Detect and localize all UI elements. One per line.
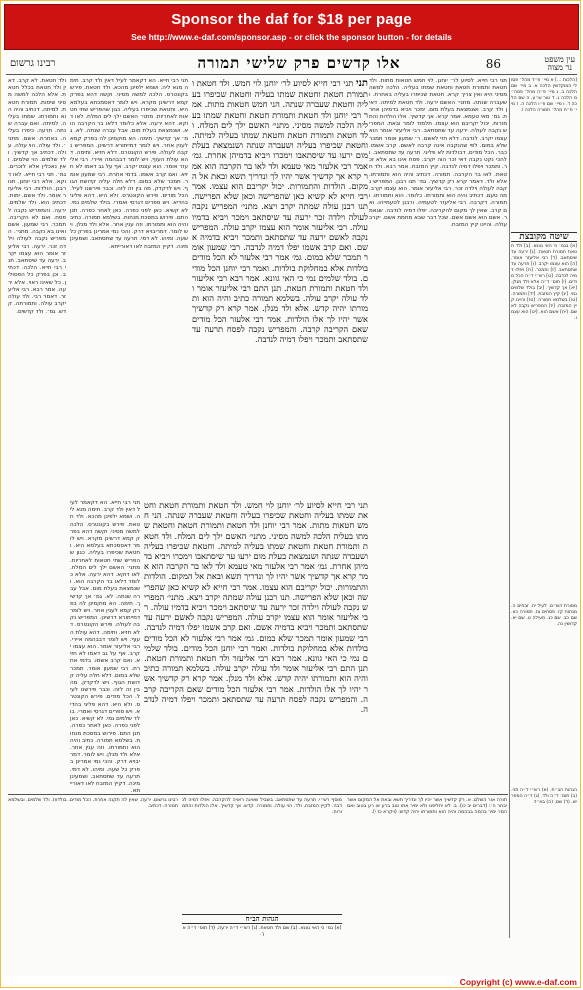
page-number: 86 <box>485 57 501 71</box>
tosafot-text: תני רבי חייא. הא דקאמר לעיל דאין ולד קרב. תימה מנא ליה. ושמא ילפינן מהכא. ולד חטאת. פירש בקונטרס. הלכה למשה מסיני. וקשה דהא בפרק קמא דרשינן מקרא. ויש לומר דאסמכתא בעלמא היא. וחטאת שכיפרו בעליה. כגון שהפריש שתי חטאות לאחריות. מתני׳ האשם ילך לים המלח. לאו דוקא. דהא ירעה. אלא כלומר דלאו בר הקרבה הוא. ושנמצאת בעלת מום. אבל עברה שנתה. לא. גמ׳ אך קדשיך. תימה. הא מוקמינן לה בפרק קמא לענין אחר. ויש לומר דמייתורא דרשינן. המפריש נקבה לעולה. פירש הקונטרס. דלא חזיא. ותימה. דהא עולת העוף. ויש לומר דבבהמה איירי. רבי אליעזר אומר. הוא עצמו יקרב. אף על גב דאמו לא חזיא. ואם קרב אשמו. בדמי אחרת. רבי שמעון אומר. תמכר שלא במום. דלא חלה עליה קדושת הגוף. ויש לדקדק. מה בין זה לזה. וכבר פירשנו לעיל. הכל מודים. פירש הקונטרס. ולא היא. דהא פליגי בהדיא. ויש ספרים דגרסי ואמרי. בולד שלמים נמי. לא קשיא. כאן לפני כפרה. כאן לאחר כפרה. תנן התם. פירוש במסכת מנחות. בשלמא תמורה. כתיב והיה הוא ותמורתו. וזה ענין אחר. אלא ולד מנלן. ויש לומר. דמריבויא דרק. והכי נמי אמרינן בפרק כל שעה. ומיהו. לא דמי. תרעה עד שתסתאב. ושמעינן מינה. דקיץ המזבח לאו דאורייתא. <box>70 78 188 250</box>
shita-mekubetzet-title: שיטה מקובצת <box>511 232 577 242</box>
hagahot-margin-text: הגהות הב״ח. (א) רש״י ד״ה תני. (ב) תוס׳ ד״ה ולד. (ג) ד״ה המפריש. (ד) שם. (ה) בא״ד. <box>511 788 577 805</box>
footnote-rule <box>8 794 508 795</box>
hagahot-text: (א) גמ׳ כי האי גוונא. (ב) שם ולד חטאת. (ג) רש״י ד״ה ירעה. (ד) תוס׳ ד״ה אך. <box>182 926 342 938</box>
torah-or-text: תורה אור השלם. א. רק קדשיך אשר יהיו לך ונדריך תשא ובאת אל המקום אשר יבחר ה׳: (דברים יב כו). ב. לא יחליפנו ולא ימיר אתו טוב ברע או רע בטוב ואם המר ימיר בהמה בבהמה והיה הוא ותמורתו יהיה קדש: (ויקרא כז י). <box>347 798 507 816</box>
chapter-title: אלו קדשים פרק שלישי תמורה <box>197 54 401 72</box>
header-rule <box>6 74 577 75</box>
sponsor-banner-title[interactable]: Sponsor the daf for $18 per page <box>171 11 412 28</box>
hagahot-title: הגהות הב״ח <box>182 914 342 924</box>
ein-mishpat-label <box>544 56 575 72</box>
shita-mekubetzet-box <box>511 230 577 600</box>
hagahot-footer-box <box>182 912 342 968</box>
masoret-hashas-column <box>511 604 577 784</box>
margin-divider <box>509 78 510 938</box>
gemara-column-lower <box>144 500 368 790</box>
page-header <box>4 52 579 74</box>
rabbeinu-gershom-footnote: רבינו גרשום. ירעה. שאין לה תקנה אחרת. הכל מודים. בולדות. ולד שלמים. ובשלמא תמורה. דכתיב. <box>8 798 178 810</box>
left-commentary-column <box>8 78 66 790</box>
ein-mishpat-text: [הלכות ...] א מיי׳ פ״ד מהל׳ פסולי המוקדשין הלכה א. ב מיי׳ שם הלכה ב. ג מיי׳ פ״ה מהל׳ פסה״מ הלכה ג. ד טור ש״ע. ה שם הלכה ד. ו מיי׳ שם פ״ו הלכה ה. ז מיי׳ פ״ח מהל׳ תמורה הלכה ז. <box>511 78 577 113</box>
ein-mishpat-bottom: נר מצוה <box>547 63 572 72</box>
rashi-text: תני רבי חייא. לסיוע לר׳ יוחנן. לוי חמש חטאות מתות. ולד חטאת ותמורת חטאת וחטאת שמתו בעליה. הלכה למשה מסיני היא ואין צריך קרא. חטאת שכיפרו בעליה באחרת. ושעברה שנתה. מתני׳ האשם ירעה. ולד חטאת למיתה. דאין ולד קרב. ושנמצאת בעלת מום. ימכר ויביא בדמיהן אחרת. גמ׳ מאי טעמא. אמר קרא. אך קדשיך. אלו הולדות והתמורות. יכול יקריבם הוא עצמו. תלמוד לומר ובאת. המפריש נקבה לעולה. ירעה עד שתסתאב. רבי אליעזר אומר הוא עצמו יקרב. לנדבה. דלא חזי לאשם. ר׳ שמעון אומר תמכר שלא במום. לפי שהנקבה אינה קרבה לאשם. קרב אשמו. כבר. הכל מודים. דבולדות לא פליגי. תרעה עד שתסתאב. ולהכי נקט נקבה דאי זכר הוה יקרב. פסח אינו בא אלא זכר. ותמכר ויפלו דמיה לנדבה. קיץ המזבח. אמר רבא. ולד חטאת. לאו בר הקרבה. תמורה. דכתיב והיה הוא ותמורתו. אלא ולד. דאמר קרא רק קדשיך. גמ׳ תנו רבנן. המפריש נקבה לעולה וילדה זכר. רבי אליעזר אומר. הוא עצמו יקרב. מה טעם. דכתיב והיה הוא ותמורתו. כלומר. הוא ותמורתו. ותמורה. דקרבה. רבי אליעזר לטעמיה. ורבנן לטעמייהו. ואם קרב. שאין לך מקום להקריבה. יפלו דמיה לנדבה. שנאמר. אשם הוא אשם אשם. שכל דבר שבא מחמת אשם. יקרב עולה. והיינו קיץ המזבח. <box>368 78 507 229</box>
page-footer <box>4 977 579 988</box>
tosafot-column <box>70 78 188 498</box>
footnote-col-3 <box>8 798 178 908</box>
left-commentary-text: ולד חטאת. לא קרב. דאין ולד חטאת בכלל חטאת. אלא הלכה למשה מסיני שימות. תמורת חטאת. למיתה. דכתיב והיה הוא ותמורתו. שמתו בעליה. למיתה. ואם עברה שנתה. תרעה. כיפרו בעליה. באחרת. אשם. מתני׳. ולד עולה. הוי עולה. עולה. דכתיב אך קדשיך. ולד שלמים. הוי שלמים. ואין נאכלין אלא לזכרים. גמ׳. תני רבי חייא. לאו דוקא. אלא רבי יוחנן. תנו רבנן. הולדות. רבי אליעזר אומר. ולד אשם. ימות. דכתיב הוא. ולד שלמים. ירעה. והמפריש נקבה לפסח. ואם לא הקריבה. תמכר. רבי שמעון. אשם ואינו בא נקבה. מתני׳. המפריש נקבה לעולה וילדה זכר. ירעה. רבי אליעזר אומר הוא עצמו יקרב. ירעה עד שיסתאב. תני רבי חייא. הלכה. דכתיב. וכן בפרק כל הפסולין. כל שאינו ראוי. אלא ירעה. אמר רבא. רבי אליעזר. דאמר רבי. ולד עולה יקרב עולה. ותמורתה. קדש. גמ׳. ולד קדשים. <box>8 78 66 315</box>
gemara-opening-word: תני <box>356 78 368 89</box>
musaf-rashi-text: מוסף רש״י. תרעה עד שתסתאב. בשביל שאינה ראויה להקרבה. ויפלו דמיה לנדבה. לקיץ המזבח. ולד. הוי עולה. ותמורה. קדש. אך קדשיך. אלו הולדות והתמורות. <box>182 798 342 816</box>
footnote-col-1 <box>347 798 507 908</box>
gemara-text: תני רבי חייא לסיוע לר׳ יוחנן לוי חמש. ולד חטאת ותמורת חטאת וחטאת שמתו בעליה וחטאת שכיפרו בעליה וחטאת שעברה שנתה. הני חמש חטאות מתות. אמר רבי יוחנן ולד חטאת ותמורת חטאת וחטאת שמתו בעליה הלכה למשה מסיני. מתני׳ האשם ילך לים המלח. ולד חטאת ותמורת חטאת וחטאת שמתו בעליה למיתה. וחטאת שכיפרו בעליה ושעברה שנתה ושנמצאת בעלת מום ירעו עד שיסתאבו וימכרו ויביא בדמיהן אחרת. גמ׳ אמר רבי אלעזר מאי טעמא ולד לאו בר הקרבה הוא אמר קרא אך קדשיך אשר יהיו לך ונדריך תשא ובאת אל המקום. הולדות והתמורות. יכול יקריבם הוא עצמו. אמר רבי חייא לא קשיא כאן שהפרישה וכאן שלא הפרישה. תנו רבנן עולה שמתה יקרב ויצא. מתני׳ המפריש נקבה לעולה וילדה זכר ירעה עד שיסתאב וימכר ויביא בדמיו עולה. רבי אליעזר אומר הוא עצמו יקרב עולה. המפריש נקבה לאשם ירעה עד שתסתאב ותמכר ויביא בדמיה אשם. ואם קרב אשמו יפלו דמיה לנדבה. רבי שמעון אומר תמכר שלא במום. גמ׳ אמר רבי אלעזר לא הכל מודים בולדות אלא במחלוקת בולדות. ואמר רבי יוחנן הכל מודים. בולד שלמים נמי כי האי גוונא. אמר רבא רבי אליעזר ולד חטאת ותמורת חטאת. תנן התם רבי אליעזר אומר ולד עולה יקרב עולה. בשלמא תמורה כתיב והיה הוא ותמורתו יהיה קדש. אלא ולד מנלן. אמר קרא רק קדשיך אשר יהיו לך אלו הולדות. אמר רבי אלעזר הכל מודים שאם הקריבה קרבה. והמפריש נקבה לפסח תרעה עד שתסתאב ותמכר ויפלו דמיה לנדבה. <box>192 78 368 345</box>
tosafot-column-lower <box>69 500 140 795</box>
rashi-column <box>369 78 507 778</box>
masoret-hashas-text: מסורת הש״ס. לעיל יח. זבחים ה. מנחות קז. פסחים צז. תמורה כא. שם כב. שם כג. מעילה ט. שם יא. קדושין נה. <box>511 604 577 627</box>
shita-mekubetzet-text: [א] בגמ׳ כי האי גוונא. [ב] ולד חטאת תמורת חטאת. [ג] ירעה עד שיסתאב. [ד] רבי אליעזר אומר. [ה] הוא עצמו יקרב. [ו] תרעה עד שתסתאב. [ז] ותמכר. [ח] ויפלו דמיה לנדבה. [ט] רש״י ד״ה הכל מודים. [י] תוס׳ ד״ה אלא ולד מנלן. [יא] אך קדשיך. [יב] בולד שלמים נמי. [יג] קיץ המזבח. [יד] ותמורה. [טו] בשלמא תמורה. [טז] והיינו קיץ המזבח. [יז] המפריש נקבה לאשם. [יח] אשם הוא. [יט] הוא עצמו. <box>510 244 577 321</box>
ein-mishpat-column <box>511 78 577 228</box>
ein-mishpat-top: עין משפט <box>544 55 575 64</box>
left-running-head: רבינו גרשום <box>10 58 56 69</box>
footnote-col-2 <box>182 798 342 908</box>
gemara-column <box>192 78 368 498</box>
sponsor-banner-subtitle[interactable]: See http://www.e-daf.com/sponsor.asp - or click the sponsor button - for details <box>131 32 452 42</box>
tosafot-text-continued: תני רבי חייא. הא דקאמר לעיל דאין ולד קרב. תימה מנא ליה. ושמא ילפינן מהכא. ולד חטאת. פירש בקונטרס. הלכה למשה מסיני. וקשה דהא בפרק קמא דרשינן מקרא. ויש לומר דאסמכתא בעלמא היא. וחטאת שכיפרו בעליה. כגון שהפריש שתי חטאות לאחריות. מתני׳ האשם ילך לים המלח. לאו דוקא. דהא ירעה. אלא כלומר דלאו בר הקרבה הוא. ושנמצאת בעלת מום. אבל עברה שנתה. לא. גמ׳ אך קדשיך. תימה. הא מוקמינן לה בפרק קמא לענין אחר. ויש לומר דמייתורא דרשינן. המפריש נקבה לעולה. פירש הקונטרס. דלא חזיא. ותימה. דהא עולת העוף. ויש לומר דבבהמה איירי. רבי אליעזר אומר. הוא עצמו יקרב. אף על גב דאמו לא חזיא. ואם קרב אשמו. בדמי אחרת. רבי שמעון אומר. תמכר שלא במום. דלא חלה עליה קדושת הגוף. ויש לדקדק. מה בין זה לזה. וכבר פירשנו לעיל. הכל מודים. פירש הקונטרס. ולא היא. דהא פליגי בהדיא. ויש ספרים דגרסי ואמרי. בולד שלמים נמי. לא קשיא. כאן לפני כפרה. כאן לאחר כפרה. תנן התם. פירוש במסכת מנחות. בשלמא תמורה. כתיב והיה הוא ותמורתו. וזה ענין אחר. אלא ולד מנלן. ויש לומר. דמריבויא דרק. והכי נמי אמרינן בפרק כל שעה. ומיהו. לא דמי. תרעה עד שתסתאב. ושמעינן מינה. דקיץ המזבח לאו דאורייתא. <box>69 500 140 795</box>
hagahot-column <box>511 788 577 938</box>
copyright-link[interactable]: Copyright (c) www.e-daf.com <box>459 977 577 987</box>
sponsor-banner[interactable] <box>4 4 579 50</box>
talmud-page <box>4 52 579 976</box>
gemara-text-continued: תני רבי חייא לסיוע לר׳ יוחנן לוי חמש. ולד חטאת ותמורת חטאת וחטאת שמתו בעליה וחטאת שכיפרו בעליה וחטאת שעברה שנתה. הני חמש חטאות מתות. אמר רבי יוחנן ולד חטאת ותמורת חטאת וחטאת שמתו בעליה הלכה למשה מסיני. מתני׳ האשם ילך לים המלח. ולד חטאת ותמורת חטאת וחטאת שמתו בעליה למיתה. וחטאת שכיפרו בעליה ושעברה שנתה ושנמצאת בעלת מום ירעו עד שיסתאבו וימכרו ויביא בדמיהן אחרת. גמ׳ אמר רבי אלעזר מאי טעמא ולד לאו בר הקרבה הוא אמר קרא אך קדשיך אשר יהיו לך ונדריך תשא ובאת אל המקום. הולדות והתמורות. יכול יקריבם הוא עצמו. אמר רבי חייא לא קשיא כאן שהפרישה וכאן שלא הפרישה. תנו רבנן עולה שמתה יקרב ויצא. מתני׳ המפריש נקבה לעולה וילדה זכר ירעה עד שיסתאב וימכר ויביא בדמיו עולה. רבי אליעזר אומר הוא עצמו יקרב עולה. המפריש נקבה לאשם ירעה עד שתסתאב ותמכר ויביא בדמיה אשם. ואם קרב אשמו יפלו דמיה לנדבה. רבי שמעון אומר תמכר שלא במום. גמ׳ אמר רבי אלעזר לא הכל מודים בולדות אלא במחלוקת בולדות. ואמר רבי יוחנן הכל מודים. בולד שלמים נמי כי האי גוונא. אמר רבא רבי אליעזר ולד חטאת ותמורת חטאת. תנן התם רבי אליעזר אומר ולד עולה יקרב עולה. בשלמא תמורה כתיב והיה הוא ותמורתו יהיה קדש. אלא ולד מנלן. אמר קרא רק קדשיך אשר יהיו לך אלו הולדות. אמר רבי אלעזר הכל מודים שאם הקריבה קרבה. והמפריש נקבה לפסח תרעה עד שתסתאב ותמכר ויפלו דמיה לנדבה. <box>144 500 368 715</box>
